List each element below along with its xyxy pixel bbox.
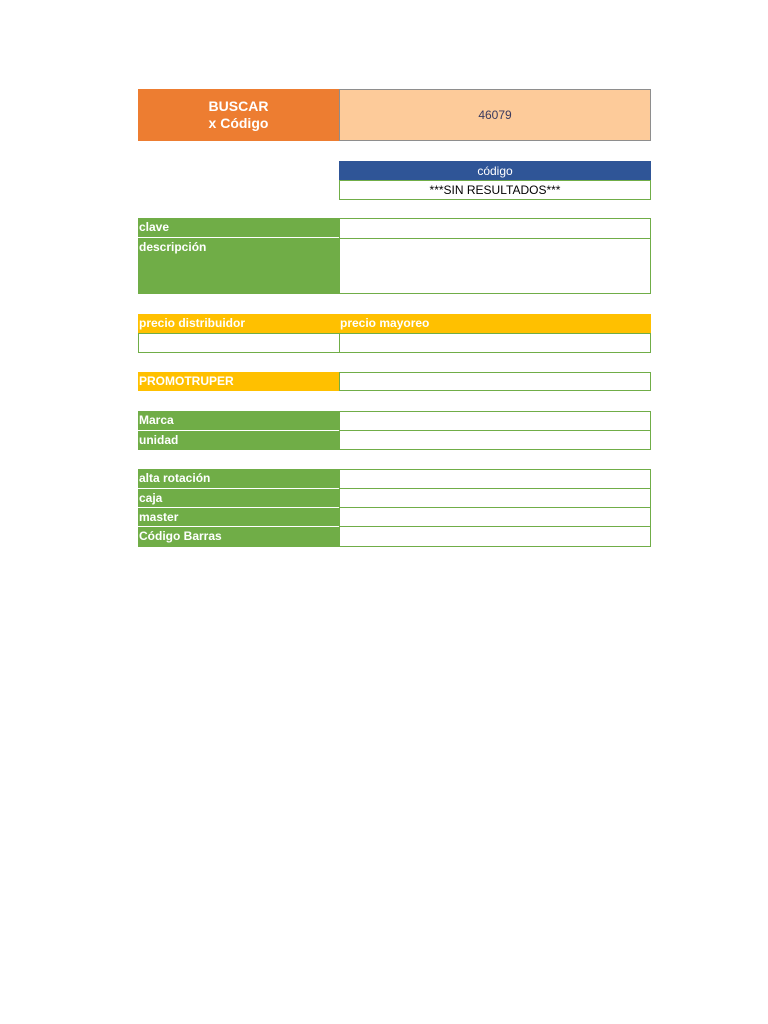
codigo-barras-value[interactable]	[339, 526, 651, 547]
precio-distribuidor-label: precio distribuidor	[138, 314, 339, 333]
unidad-label: unidad	[138, 431, 339, 450]
codigo-header: código	[339, 161, 651, 181]
search-code-input[interactable]	[339, 89, 651, 141]
master-label: master	[138, 508, 339, 527]
codigo-barras-label: Código Barras	[138, 527, 339, 547]
clave-label: clave	[138, 218, 339, 238]
master-value[interactable]	[339, 507, 651, 527]
promotruper-label: PROMOTRUPER	[138, 372, 339, 391]
marca-value[interactable]	[339, 411, 651, 431]
alta-rotacion-value[interactable]	[339, 469, 651, 489]
caja-label: caja	[138, 489, 339, 508]
precio-mayoreo-value[interactable]	[339, 333, 651, 353]
descripcion-label: descripción	[138, 238, 339, 294]
precio-distribuidor-value[interactable]	[138, 333, 340, 353]
marca-label: Marca	[138, 411, 339, 431]
search-label	[138, 89, 339, 141]
search-label-line2: x Código	[208, 115, 269, 131]
descripcion-value[interactable]	[339, 238, 651, 294]
search-label-line1: BUSCAR	[208, 98, 269, 114]
alta-rotacion-label: alta rotación	[138, 469, 339, 489]
unidad-value[interactable]	[339, 430, 651, 450]
codigo-result: ***SIN RESULTADOS***	[339, 180, 651, 200]
caja-value[interactable]	[339, 488, 651, 508]
precio-mayoreo-label: precio mayoreo	[339, 314, 651, 333]
promotruper-value[interactable]	[339, 372, 651, 391]
search-code-value: 46079	[478, 108, 512, 122]
clave-value[interactable]	[339, 218, 651, 239]
